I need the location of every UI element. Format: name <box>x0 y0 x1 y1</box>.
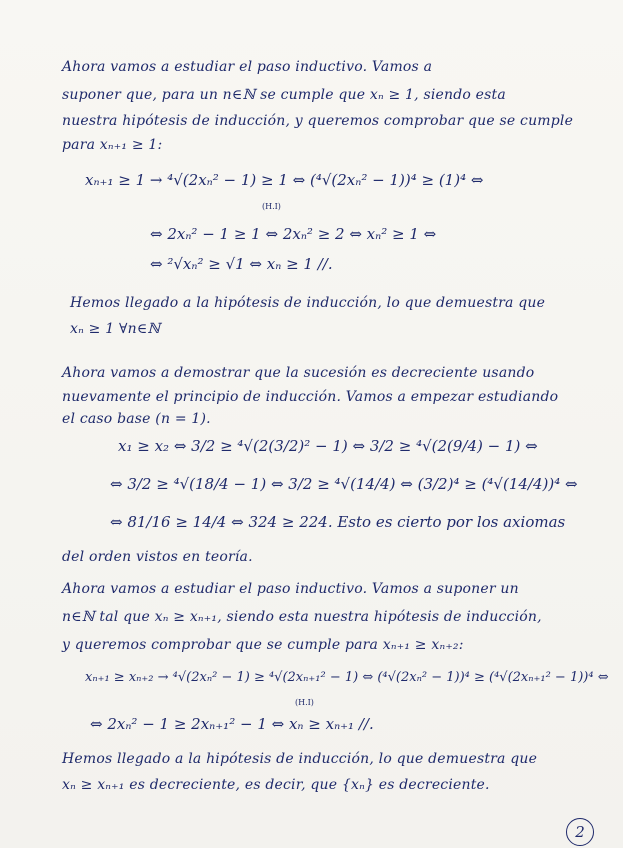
hypothesis-mark: (H.I) <box>295 698 314 707</box>
text-line: xₙ ≥ 1 ∀n∈ℕ <box>70 321 161 337</box>
text-line: Ahora vamos a demostrar que la sucesión es decreciente usando <box>62 365 535 381</box>
math-line: ⇔ 2xₙ² − 1 ≥ 1 ⇔ 2xₙ² ≥ 2 ⇔ xₙ² ≥ 1 ⇔ <box>150 225 437 243</box>
text-line: Hemos llegado a la hipótesis de inducción, lo que demuestra que <box>62 751 538 767</box>
math-line: ⇔ 2xₙ² − 1 ≥ 2xₙ₊₁² − 1 ⇔ xₙ ≥ xₙ₊₁ //. <box>90 715 374 733</box>
math-line: x₁ ≥ x₂ ⇔ 3/2 ≥ ⁴√(2(3/2)² − 1) ⇔ 3/2 ≥ ⁴√(2(9/4) − 1) ⇔ <box>118 437 538 455</box>
text-line: nuestra hipótesis de inducción, y queremos comprobar que se cumple <box>62 113 574 129</box>
text-line: n∈ℕ tal que xₙ ≥ xₙ₊₁, siendo esta nuestra hipótesis de inducción, <box>62 609 542 625</box>
text-line: suponer que, para un n∈ℕ se cumple que xₙ ≥ 1, siendo esta <box>62 87 506 103</box>
text-line: nuevamente el principio de inducción. Vamos a empezar estudiando <box>62 389 559 405</box>
text-line: del orden vistos en teoría. <box>62 549 253 565</box>
text-line: el caso base (n = 1). <box>62 411 211 427</box>
text-line: Ahora vamos a estudiar el paso inductivo. Vamos a suponer un <box>62 581 519 597</box>
math-line: xₙ₊₁ ≥ xₙ₊₂ → ⁴√(2xₙ² − 1) ≥ ⁴√(2xₙ₊₁² − 1) ⇔ (⁴√(2xₙ² − 1))⁴ ≥ (⁴√(2xₙ₊₁² − 1))⁴ ⇔ <box>85 670 609 685</box>
hypothesis-mark: (H.I) <box>262 202 281 211</box>
math-line: ⇔ 81/16 ≥ 14/4 ⇔ 324 ≥ 224. Esto es cierto por los axiomas <box>110 513 566 531</box>
page-number: 2 <box>566 818 594 846</box>
math-line: xₙ₊₁ ≥ 1 → ⁴√(2xₙ² − 1) ≥ 1 ⇔ (⁴√(2xₙ² − 1))⁴ ≥ (1)⁴ ⇔ <box>85 171 484 189</box>
text-line: xₙ ≥ xₙ₊₁ es decreciente, es decir, que {xₙ} es decreciente. <box>62 777 490 793</box>
text-line: y queremos comprobar que se cumple para xₙ₊₁ ≥ xₙ₊₂: <box>62 637 464 653</box>
math-line: ⇔ 3/2 ≥ ⁴√(18/4 − 1) ⇔ 3/2 ≥ ⁴√(14/4) ⇔ (3/2)⁴ ≥ (⁴√(14/4))⁴ ⇔ <box>110 475 578 493</box>
text-line: Ahora vamos a estudiar el paso inductivo. Vamos a <box>62 59 433 75</box>
math-line: ⇔ ²√xₙ² ≥ √1 ⇔ xₙ ≥ 1 //. <box>150 255 333 273</box>
text-line: para xₙ₊₁ ≥ 1: <box>62 137 163 153</box>
text-line: Hemos llegado a la hipótesis de inducción, lo que demuestra que <box>70 295 546 311</box>
